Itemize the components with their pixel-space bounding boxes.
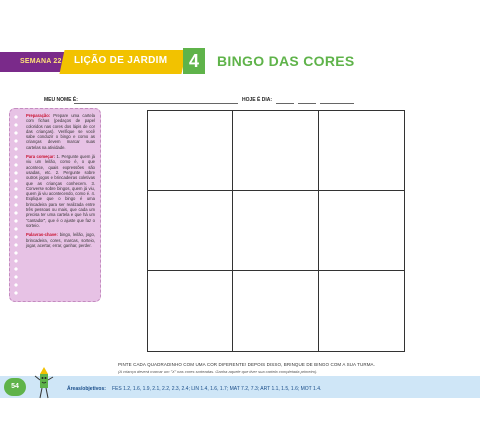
bingo-cell[interactable] [148, 111, 233, 191]
activity-instruction: PINTE CADA QUADRADINHO COM UMA COR DIFERENTE! DEPOIS DISSO, BRINQUE DE BINGO COM A SUA TURMA. [118, 362, 376, 367]
bingo-cell[interactable] [148, 271, 233, 351]
objectives-label: Áreas/objetivos: [67, 386, 106, 392]
bingo-cell[interactable] [319, 111, 404, 191]
bingo-cell[interactable] [319, 191, 404, 271]
preparation-text: Prepare uma cartela com fichas (pedaços de papel coloridos nas cores dos lápis de cor das crianças). Verifique se você sabe conduzir o bingo e como as crianças devem marcar suas cartelas na atividade. [26, 113, 95, 150]
bingo-cell[interactable] [233, 111, 318, 191]
date-label: HOJE É DIA: [242, 97, 273, 103]
date-year-line[interactable] [320, 103, 354, 104]
name-field-line[interactable] [74, 103, 238, 104]
lesson-label: LIÇÃO DE JARDIM [74, 55, 168, 66]
start-key: Para começar: [26, 154, 56, 160]
date-month-line[interactable] [298, 103, 316, 104]
start-paragraph [26, 154, 95, 228]
activity-note: (A criança deverá marcar um "X" nas cores sorteadas. Ganha aquele que tiver sua cartela completada primeiro). [118, 369, 318, 374]
teacher-notes-panel [9, 108, 101, 302]
page-title: BINGO DAS CORES [217, 53, 355, 69]
objectives-text: FES 1.2, 1.6, 1.9, 2.1, 2.2, 2.3, 2.4; LIN 1.4, 1.6, 1.7; MAT 7.2, 7.3; ART 1.1, 1.5, 1.6; MOT 1.4. [112, 386, 322, 392]
bingo-cell[interactable] [148, 191, 233, 271]
page-number-badge: 54 [4, 378, 26, 396]
date-day-line[interactable] [276, 103, 294, 104]
bingo-cell[interactable] [233, 191, 318, 271]
keywords-paragraph [26, 232, 95, 248]
bingo-card-grid [147, 110, 405, 352]
keywords-key: Palavras-chave: [26, 232, 58, 238]
lesson-number-badge: 4 [183, 48, 205, 74]
preparation-key: Preparação: [26, 113, 51, 118]
week-label: SEMANA 22 [20, 58, 62, 65]
preparation-paragraph [26, 113, 95, 150]
keywords-text: bingo, leilão, jogo, brincadeira, cores, marcas, sorteio, jogar, acertar, errar, ganhar, perder. [26, 232, 95, 248]
bingo-cell[interactable] [233, 271, 318, 351]
student-info-row [44, 95, 364, 107]
start-text: 1. Pergunte quem já viu um leilão, como é, o que acontece, quais expressões são usadas, etc. 2. Pergunte sobre outros jogos e brincadeiras coletivas que as crianças conhecem. 3. Converse sobre bingos, quem já viu, quem já viu acontecendo, como é. 4. Explique que o bingo é uma brincadeira para ser realizada entre três pessoas ou mais, que cada um precisa ter uma cartela e que há um "cantador", que é o ajuste que faz o sorteio. [26, 154, 95, 228]
bingo-cell[interactable] [319, 271, 404, 351]
name-label: MEU NOME É: [44, 97, 78, 103]
crayon-mascot-icon [33, 366, 55, 400]
